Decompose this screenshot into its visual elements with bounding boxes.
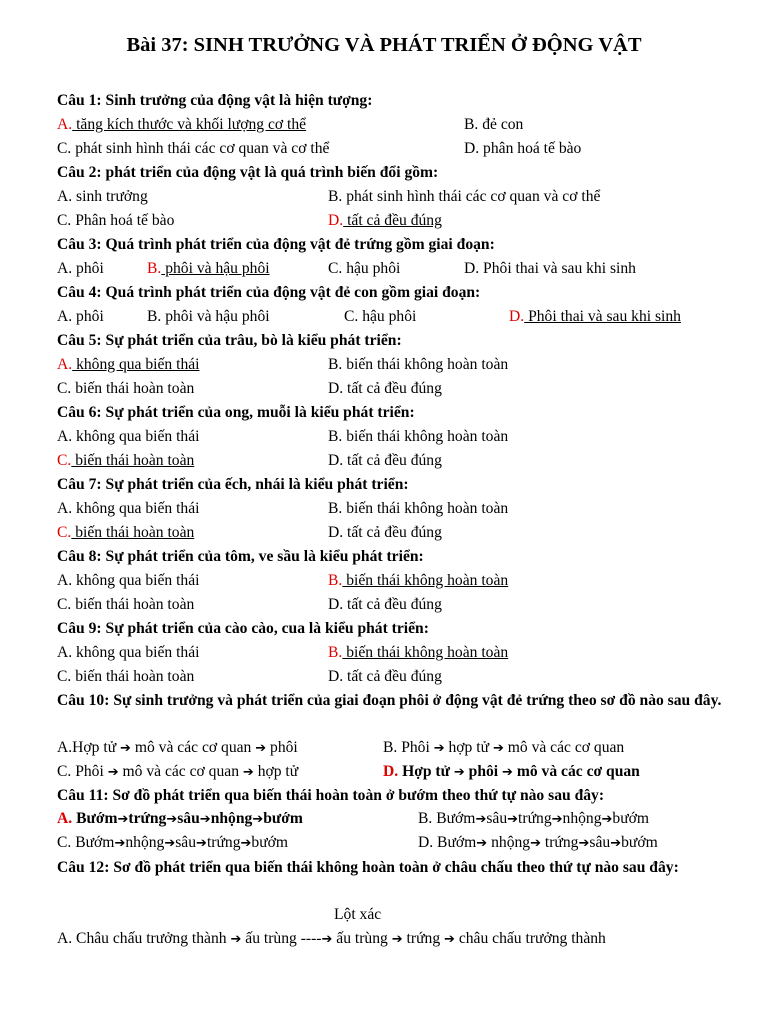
arrow-right-icon: ➔ [502, 765, 513, 780]
arrow-right-icon: ➔ [107, 765, 119, 780]
question-12: Câu 12: Sơ đồ phát triển qua biến thái không hoàn toàn ở châu chấu theo thứ tự nào sau đây: [57, 859, 679, 876]
q10-option-c: C. Phôi ➔ mô và các cơ quan ➔ hợp tử [57, 763, 299, 780]
q5-option-c: C. biến thái hoàn toàn [57, 380, 195, 397]
q5-option-a: A. không qua biến thái [57, 356, 200, 373]
question-8: Câu 8: Sự phát triển của tôm, ve sầu là kiểu phát triển: [57, 548, 424, 565]
q5-option-b: B. biến thái không hoàn toàn [328, 356, 509, 373]
q9-option-a: A. không qua biến thái [57, 644, 200, 661]
q2-option-b: B. phát sinh hình thái các cơ quan và cơ thể [328, 188, 601, 205]
q4-option-d: D. Phôi thai và sau khi sinh [509, 308, 681, 325]
arrow-right-icon: ➔ [120, 741, 131, 756]
q6-option-b: B. biến thái không hoàn toàn [328, 428, 509, 445]
question-5: Câu 5: Sự phát triển của trâu, bò là kiểu phát triển: [57, 332, 402, 349]
arrow-right-icon: ➔ [196, 836, 207, 851]
q4-option-b: B. phôi và hậu phôi [147, 308, 270, 325]
q12-note-molting: Lột xác [334, 906, 382, 923]
q4-option-a: A. phôi [57, 308, 104, 325]
q2-option-a: A. sinh trưởng [57, 188, 148, 205]
q11-option-b: B. Bướm➔sâu➔trứng➔nhộng➔bướm [418, 810, 650, 827]
arrow-right-icon: ➔ [117, 812, 129, 827]
arrow-right-icon: ➔ [610, 836, 622, 851]
q7-option-b: B. biến thái không hoàn toàn [328, 500, 509, 517]
arrow-right-icon: ➔ [164, 836, 176, 851]
arrow-right-icon: ➔ [453, 765, 465, 780]
q1-option-d: D. phân hoá tế bào [464, 140, 582, 157]
page-title: Bài 37: SINH TRƯỞNG VÀ PHÁT TRIỂN Ở ĐỘNG VẬT [126, 34, 642, 56]
question-10: Câu 10: Sự sinh trưởng và phát triển của giai đoạn phôi ở động vật đẻ trứng theo sơ đồ nào sau đây. [57, 692, 722, 709]
q11-option-c: C. Bướm➔nhộng➔sâu➔trứng➔bướm [57, 834, 289, 851]
q12-option-a: A. Châu chấu trưởng thành ➔ ấu trùng ----➔ ấu trùng ➔ trứng ➔ châu chấu trưởng thành [57, 930, 606, 947]
question-11: Câu 11: Sơ đồ phát triển qua biến thái hoàn toàn ở bướm theo thứ tự nào sau đây: [57, 787, 605, 804]
q8-option-b: B. biến thái không hoàn toàn [328, 572, 509, 589]
arrow-right-icon: ➔ [530, 836, 541, 851]
q3-option-b: B. phôi và hậu phôi [147, 260, 270, 277]
q2-option-d: D. tất cả đều đúng [328, 212, 442, 229]
q10-option-a: A.Hợp tử ➔ mô và các cơ quan ➔ phôi [57, 739, 298, 756]
q10-option-b: B. Phôi ➔ hợp tử ➔ mô và các cơ quan [383, 739, 625, 756]
q3-option-c: C. hậu phôi [328, 260, 401, 277]
arrow-right-icon: ➔ [166, 812, 178, 827]
q1-option-c: C. phát sinh hình thái các cơ quan và cơ thể [57, 140, 330, 157]
arrow-right-icon: ➔ [230, 932, 242, 947]
q6-option-c: C. biến thái hoàn toàn [57, 452, 195, 469]
arrow-right-icon: ➔ [551, 812, 563, 827]
arrow-right-icon: ➔ [199, 812, 211, 827]
arrow-right-icon: ➔ [507, 812, 519, 827]
q3-option-a: A. phôi [57, 260, 104, 277]
arrow-right-icon: ➔ [476, 836, 488, 851]
q9-option-c: C. biến thái hoàn toàn [57, 668, 195, 685]
question-9: Câu 9: Sự phát triển của cào cào, cua là kiểu phát triển: [57, 620, 429, 637]
q1-option-a: A. tăng kích thước và khối lượng cơ thể [57, 116, 307, 133]
question-6: Câu 6: Sự phát triển của ong, muỗi là kiểu phát triển: [57, 404, 415, 421]
q6-option-a: A. không qua biến thái [57, 428, 200, 445]
arrow-right-icon: ➔ [114, 836, 126, 851]
q7-option-c: C. biến thái hoàn toàn [57, 524, 195, 541]
arrow-right-icon: ➔ [240, 836, 252, 851]
arrow-right-icon: ➔ [475, 812, 487, 827]
arrow-right-icon: ➔ [433, 741, 445, 756]
question-3: Câu 3: Quá trình phát triển của động vật đẻ trứng gồm giai đoạn: [57, 236, 495, 253]
q7-option-a: A. không qua biến thái [57, 500, 200, 517]
question-2: Câu 2: phát triển của động vật là quá trình biến đổi gồm: [57, 164, 439, 181]
q4-option-c: C. hậu phôi [344, 308, 417, 325]
q5-option-d: D. tất cả đều đúng [328, 380, 442, 397]
arrow-right-icon: ➔ [492, 741, 504, 756]
q1-option-b: B. đẻ con [464, 116, 524, 133]
q8-option-a: A. không qua biến thái [57, 572, 200, 589]
q7-option-d: D. tất cả đều đúng [328, 524, 442, 541]
arrow-right-icon: ➔ [242, 765, 254, 780]
q2-option-c: C. Phân hoá tế bào [57, 212, 175, 229]
arrow-right-icon: ➔ [252, 812, 264, 827]
q9-option-b: B. biến thái không hoàn toàn [328, 644, 509, 661]
question-1: Câu 1: Sinh trưởng của động vật là hiện tượng: [57, 92, 373, 109]
q9-option-d: D. tất cả đều đúng [328, 668, 442, 685]
q8-option-d: D. tất cả đều đúng [328, 596, 442, 613]
q11-option-a: A. Bướm➔trứng➔sâu➔nhộng➔bướm [57, 810, 303, 827]
q11-option-d: D. Bướm➔ nhộng➔ trứng➔sâu➔bướm [418, 834, 658, 851]
arrow-right-icon: ➔ [578, 836, 590, 851]
arrow-right-icon: ➔ [255, 741, 267, 756]
arrow-right-icon: ➔ [444, 932, 455, 947]
q6-option-d: D. tất cả đều đúng [328, 452, 442, 469]
arrow-right-icon: ➔ [601, 812, 613, 827]
q10-option-d: D. Hợp tử ➔ phôi ➔ mô và các cơ quan [383, 763, 640, 780]
question-7: Câu 7: Sự phát triển của ếch, nhái là kiểu phát triển: [57, 476, 409, 493]
q8-option-c: C. biến thái hoàn toàn [57, 596, 195, 613]
question-4: Câu 4: Quá trình phát triển của động vật đẻ con gồm giai đoạn: [57, 284, 481, 301]
arrow-right-icon: ➔ [391, 932, 403, 947]
arrow-right-icon: ➔ [321, 932, 333, 947]
q3-option-d: D. Phôi thai và sau khi sinh [464, 260, 636, 277]
